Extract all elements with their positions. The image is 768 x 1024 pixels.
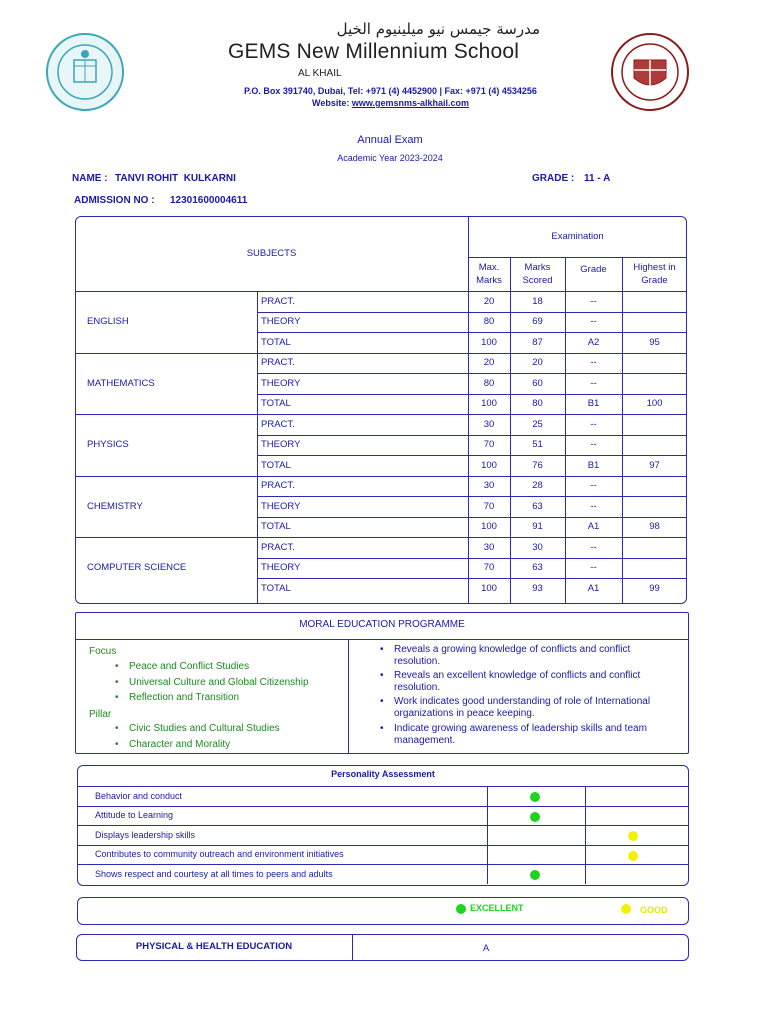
- max-marks: 100: [481, 521, 497, 533]
- exam-title: Annual Exam: [357, 134, 423, 146]
- subject-name: MATHEMATICS: [87, 377, 155, 389]
- max-marks: 70: [483, 439, 495, 451]
- table-rule: [487, 786, 488, 884]
- pillar-label: Pillar: [89, 709, 112, 720]
- school-name: GEMS New Millennium School: [228, 40, 520, 63]
- highest-in-grade: 97: [649, 459, 660, 471]
- academic-year: Academic Year 2023-2024: [337, 153, 443, 163]
- col-highest: Highest in Grade: [633, 262, 676, 286]
- grade: --: [590, 562, 597, 574]
- exam-component: THEORY: [261, 562, 301, 574]
- subject-name: PHYSICS: [87, 439, 129, 451]
- list-item: [115, 676, 349, 689]
- student-name: TANVI ROHIT KULKARNI: [115, 173, 236, 184]
- highest-in-grade: 98: [649, 521, 660, 533]
- bullet-icon: •: [115, 676, 119, 688]
- max-marks: 100: [481, 582, 497, 594]
- max-marks: 20: [483, 295, 495, 307]
- moral-education-title: MORAL EDUCATION PROGRAMME: [299, 619, 465, 630]
- excellent-dot-icon: [530, 870, 540, 880]
- phe-label: PHYSICAL & HEALTH EDUCATION: [135, 941, 293, 952]
- marks-scored: 87: [532, 336, 543, 348]
- grade: --: [590, 439, 597, 451]
- list-item: [380, 670, 679, 694]
- arabic-school-name: مدرسة جيمس نيو ميلينيوم الخيل: [336, 20, 540, 38]
- bullet-icon: •: [115, 692, 119, 703]
- bullet-icon: •: [115, 723, 119, 734]
- highest-in-grade: [622, 476, 687, 497]
- grade: --: [590, 418, 597, 430]
- marks-scored: 91: [532, 521, 543, 533]
- school-contact: P.O. Box 391740, Dubai, Tel: +971 (4) 4452900 | Fax: +971 (4) 4534256: [244, 86, 537, 96]
- exam-component: TOTAL: [261, 336, 291, 348]
- grade: --: [590, 357, 597, 369]
- website-label: Website:: [312, 98, 352, 108]
- personality-trait: Attitude to Learning: [95, 810, 174, 821]
- grade: A1: [587, 521, 600, 533]
- school-website-line: [312, 98, 469, 108]
- highest-in-grade: 99: [649, 582, 660, 594]
- list-item-text: Work indicates good understanding of role of International organizations in peace keeping.: [394, 696, 651, 719]
- name-label: NAME :: [72, 173, 108, 184]
- highest-in-grade: [622, 537, 687, 558]
- highest-in-grade: [622, 312, 687, 333]
- marks-scored: 80: [532, 398, 543, 410]
- list-item-text: Character and Morality: [129, 738, 231, 750]
- school-location: AL KHAIL: [298, 68, 342, 79]
- list-item: [115, 723, 349, 735]
- personality-trait: Shows respect and courtesy at all times to peers and adults: [95, 868, 333, 879]
- grade: --: [590, 500, 597, 512]
- personality-title: Personality Assessment: [331, 769, 435, 779]
- legend-excellent: EXCELLENT: [470, 903, 524, 913]
- exam-component: PRACT.: [261, 357, 295, 369]
- list-item-text: Reflection and Transition: [129, 692, 240, 703]
- col-max-marks: Max. Marks: [476, 262, 502, 286]
- highest-in-grade: [622, 496, 687, 517]
- max-marks: 80: [483, 316, 495, 328]
- grade: --: [590, 480, 597, 492]
- exam-component: TOTAL: [261, 521, 291, 533]
- school-crest: [608, 30, 692, 114]
- grade: --: [590, 541, 597, 553]
- grade: B1: [587, 398, 600, 410]
- highest-in-grade: [622, 291, 687, 312]
- list-item-text: Indicate growing awareness of leadership skills and team management.: [394, 723, 647, 746]
- highest-in-grade: [622, 373, 687, 394]
- student-grade: 11 - A: [584, 173, 611, 184]
- marks-scored: 30: [532, 541, 543, 553]
- highest-in-grade: [622, 435, 687, 456]
- list-item: [380, 696, 679, 720]
- grade: --: [590, 377, 597, 389]
- legend-box: [77, 897, 689, 925]
- exam-component: PRACT.: [261, 295, 295, 307]
- max-marks: 30: [483, 480, 495, 492]
- highest-in-grade: [622, 353, 687, 374]
- excellent-dot-icon: [530, 812, 540, 822]
- good-dot-icon: [628, 831, 638, 841]
- grade: --: [590, 295, 597, 307]
- list-item-text: Reveals an excellent knowledge of conflicts and conflict resolution.: [394, 670, 641, 693]
- examination-header: Examination: [551, 231, 604, 242]
- grade: --: [590, 316, 597, 328]
- table-rule: [585, 786, 586, 884]
- exam-component: THEORY: [261, 316, 301, 328]
- marks-scored: 63: [532, 562, 543, 574]
- subject-name: COMPUTER SCIENCE: [87, 562, 187, 574]
- list-item: [380, 644, 679, 668]
- list-item: [115, 738, 349, 751]
- marks-scored: 25: [532, 418, 543, 430]
- marks-scored: 18: [532, 295, 543, 307]
- exam-component: TOTAL: [261, 582, 291, 594]
- exam-component: THEORY: [261, 439, 301, 451]
- exam-component: TOTAL: [261, 459, 291, 471]
- col-grade: Grade: [580, 263, 607, 275]
- marks-scored: 69: [532, 316, 543, 328]
- focus-label: Focus: [89, 646, 117, 657]
- bullet-icon: •: [380, 670, 384, 681]
- marks-scored: 51: [532, 439, 543, 451]
- legend-good: GOOD: [640, 905, 668, 915]
- subject-name: ENGLISH: [87, 316, 129, 328]
- bullet-icon: •: [380, 644, 384, 655]
- exam-component: PRACT.: [261, 418, 295, 430]
- list-item-text: Civic Studies and Cultural Studies: [129, 723, 280, 734]
- max-marks: 70: [483, 500, 495, 512]
- max-marks: 100: [481, 336, 497, 348]
- highest-in-grade: 95: [649, 336, 660, 348]
- list-item: [115, 692, 349, 704]
- marks-scored: 60: [532, 377, 543, 389]
- good-dot-icon: [628, 851, 638, 861]
- bullet-icon: •: [380, 723, 384, 734]
- list-item: [380, 723, 679, 747]
- exam-component: PRACT.: [261, 541, 295, 553]
- subject-name: CHEMISTRY: [87, 500, 143, 512]
- bullet-icon: •: [380, 696, 384, 707]
- max-marks: 80: [483, 377, 495, 389]
- cbse-logo: [30, 30, 140, 116]
- highest-in-grade: [622, 558, 687, 579]
- exam-component: PRACT.: [261, 480, 295, 492]
- grade-label: GRADE :: [532, 173, 575, 184]
- exam-component: TOTAL: [261, 398, 291, 410]
- bullet-icon: •: [115, 738, 119, 750]
- max-marks: 100: [481, 459, 497, 471]
- max-marks: 70: [483, 562, 495, 574]
- list-item-text: Universal Culture and Global Citizenship: [129, 676, 309, 688]
- excellent-dot-icon: [456, 904, 466, 914]
- school-logo: [228, 40, 519, 64]
- personality-trait: Contributes to community outreach and environment initiatives: [95, 849, 344, 860]
- marks-scored: 20: [532, 357, 543, 369]
- exam-component: THEORY: [261, 500, 301, 512]
- bullet-icon: •: [115, 661, 119, 672]
- phe-grade: A: [482, 943, 490, 954]
- max-marks: 30: [483, 418, 495, 430]
- marks-scored: 63: [532, 500, 543, 512]
- marks-scored: 28: [532, 480, 543, 492]
- list-item-text: Peace and Conflict Studies: [129, 661, 250, 672]
- good-dot-icon: [621, 904, 631, 914]
- highest-in-grade: [622, 414, 687, 435]
- exam-component: THEORY: [261, 377, 301, 389]
- admission-label: ADMISSION NO :: [74, 195, 155, 206]
- subjects-header: SUBJECTS: [246, 248, 297, 259]
- marks-scored: 93: [532, 582, 543, 594]
- excellent-dot-icon: [530, 792, 540, 802]
- highest-in-grade: 100: [646, 398, 663, 410]
- list-item: [115, 661, 349, 673]
- personality-trait: Displays leadership skills: [95, 829, 196, 840]
- marks-scored: 76: [532, 459, 543, 471]
- personality-trait: Behavior and conduct: [95, 790, 183, 801]
- grade: A1: [587, 582, 600, 594]
- grade: A2: [587, 336, 600, 348]
- max-marks: 100: [481, 398, 497, 410]
- max-marks: 20: [483, 357, 495, 369]
- max-marks: 30: [483, 541, 495, 553]
- col-marks-scored: Marks Scored: [522, 262, 553, 286]
- admission-number: 12301600004611: [170, 195, 248, 206]
- list-item-text: Reveals a growing knowledge of conflicts and conflict resolution.: [394, 644, 631, 667]
- grade: B1: [587, 459, 600, 471]
- website-link[interactable]: www.gemsnms-alkhail.com: [351, 98, 470, 108]
